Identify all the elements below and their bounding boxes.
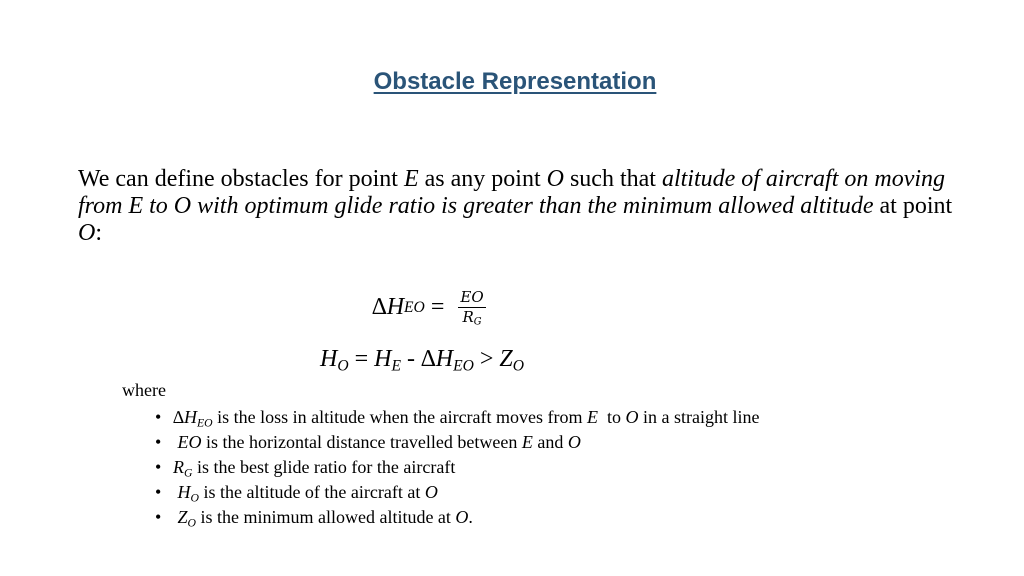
definition-paragraph: [78, 166, 958, 247]
point-e: E: [403, 166, 419, 192]
eq-sign: =: [424, 294, 451, 320]
bullet-icon: •: [155, 482, 162, 502]
delta-symbol: ∆: [372, 294, 387, 320]
li-text: is the loss in altitude when the aircraft moves from: [212, 407, 588, 427]
li-var: H: [177, 482, 191, 502]
li-var: EO: [177, 432, 202, 452]
point-o: O: [546, 166, 564, 192]
equation-delta-h: [372, 288, 486, 327]
li-text: .: [468, 507, 473, 527]
bullet-icon: •: [155, 407, 162, 427]
li-var: R: [173, 457, 184, 477]
definitions-list: [155, 405, 760, 530]
bullet-icon: •: [155, 507, 162, 527]
point-o: O: [78, 220, 96, 246]
para-text: as any point: [418, 166, 547, 192]
li-var: O: [625, 407, 639, 427]
li-var: H: [184, 407, 198, 427]
list-item: [155, 455, 760, 480]
list-item: [155, 480, 760, 505]
li-text: in a straight line: [638, 407, 760, 427]
li-var: O: [455, 507, 469, 527]
li-sub: EO: [197, 416, 213, 430]
eq-sub: EO: [453, 357, 474, 375]
li-text: is the altitude of the aircraft at: [198, 482, 425, 502]
fraction: [458, 288, 485, 327]
li-sub: O: [190, 491, 199, 505]
li-text: is the horizontal distance travelled between: [201, 432, 522, 452]
eq-sub: O: [337, 357, 349, 375]
condition-italic: altitude of aircraft on moving from E to O with optimum glide ratio is greater than the minimum allowed altitude: [78, 166, 946, 219]
li-var: O: [424, 482, 438, 502]
li-text: to: [598, 407, 626, 427]
li-text: ∆: [173, 407, 185, 427]
eq-var: Z: [499, 346, 513, 372]
eq-sign: - ∆: [401, 346, 436, 372]
den-sub: G: [473, 316, 482, 328]
fraction-denominator: [460, 308, 483, 327]
eq-var: H: [386, 294, 405, 320]
bullet-icon: •: [155, 432, 162, 452]
li-var: Z: [177, 507, 188, 527]
para-text: at point: [873, 193, 953, 219]
eq-sub: EO: [404, 298, 425, 316]
para-text: :: [95, 220, 103, 246]
eq-var: H: [374, 346, 392, 372]
para-text: such that: [563, 166, 662, 192]
slide-title: Obstacle Representation: [373, 68, 657, 95]
eq-sign: =: [348, 346, 375, 372]
eq-sign: >: [473, 346, 500, 372]
eq-var: H: [435, 346, 454, 372]
fraction-numerator: EO: [460, 288, 484, 306]
equation-altitude: [320, 346, 524, 373]
where-label: where: [122, 380, 166, 400]
li-sub: O: [187, 516, 196, 530]
li-var: E: [587, 407, 599, 427]
den-main: R: [462, 308, 474, 326]
bullet-icon: •: [155, 457, 162, 477]
list-item: [155, 505, 760, 530]
eq-sub: E: [391, 357, 402, 375]
li-text: and: [532, 432, 568, 452]
para-text: We can define obstacles for point: [78, 166, 404, 192]
eq-var: H: [320, 346, 338, 372]
li-sub: G: [184, 466, 193, 480]
li-var: E: [521, 432, 533, 452]
eq-sub: O: [512, 357, 525, 375]
li-text: is the best glide ratio for the aircraft: [192, 457, 456, 477]
list-item: [155, 430, 760, 455]
li-text: is the minimum allowed altitude at: [195, 507, 456, 527]
li-var: O: [567, 432, 581, 452]
list-item: [155, 405, 760, 430]
